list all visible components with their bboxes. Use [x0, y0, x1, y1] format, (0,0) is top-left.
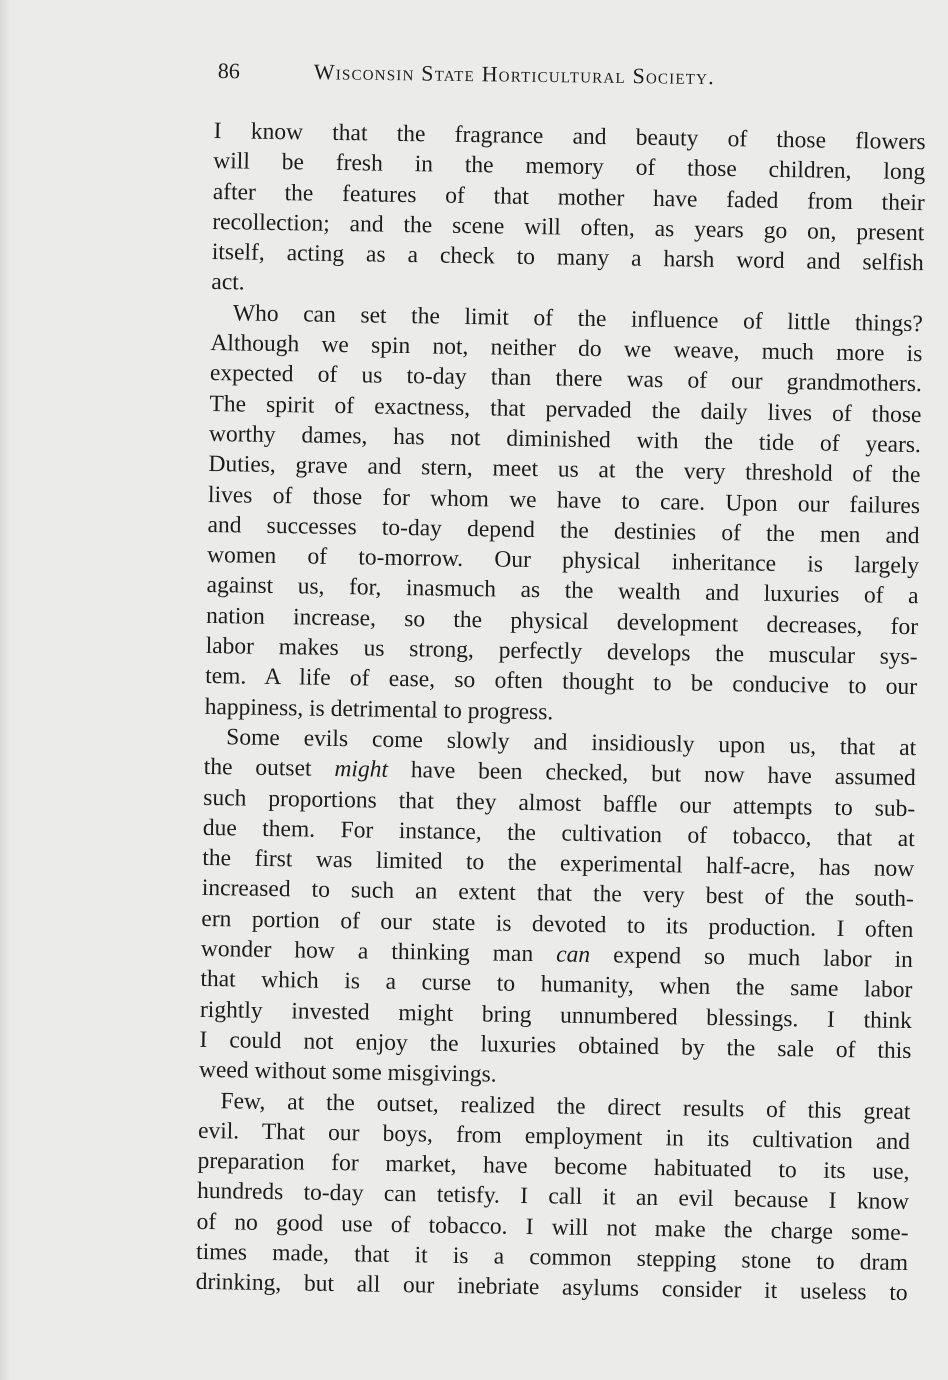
text-line: such proportions that they almost baffle our attempts to sub-	[203, 784, 916, 822]
page-edge-shadow	[0, 0, 10, 1380]
running-title: Wisconsin State Horticultural Society.	[313, 59, 716, 90]
text-line: preparation for market, have become habituated to its use,	[197, 1147, 910, 1186]
text-line: and successes to-day depend the destinies of the men and	[207, 511, 920, 549]
page-header	[218, 58, 858, 106]
text-line: hundreds to-day can tetisfy. I call it an evil because I know	[196, 1178, 910, 1216]
text-line: Few, at the outset, realized the direct results of this great	[220, 1087, 911, 1125]
page-number: 86	[217, 58, 240, 84]
text-line: the outset might have been checked, but now have assumed	[203, 754, 916, 792]
text-line: recollection; and the scene will often, as years go on, present	[212, 208, 925, 247]
text-line: of no good use of tobacco. I will not make the charge some-	[196, 1208, 909, 1246]
paragraph	[204, 298, 923, 733]
text-line: the first was limited to the experimental half-acre, has now	[202, 845, 915, 883]
text-line: rightly invested might bring unnumbered blessings. I think	[199, 996, 913, 1034]
text-line: women of to-morrow. Our physical inheritance is largely	[206, 542, 920, 580]
paragraph	[211, 116, 926, 309]
text-line: ern portion of our state is devoted to its production. I often	[201, 905, 914, 943]
text-line: nation increase, so the physical development decreases, for	[205, 602, 919, 640]
text-line: worthy dames, has not diminished with the tide of years.	[208, 420, 922, 459]
text-line: Although we spin not, neither do we weave, much more is	[210, 330, 923, 368]
text-line: due them. For instance, the cultivation of tobacco, that at	[202, 814, 915, 852]
text-line: act.	[211, 269, 245, 296]
text-line: itself, acting as a check to many a harsh word and selfish	[211, 239, 924, 277]
paragraph	[199, 722, 917, 1097]
text-line: expected of us to-day than there was of our grandmothers.	[209, 360, 923, 398]
text-line: wonder how a thinking man can expend so much labor in	[200, 935, 914, 974]
text-line: that which is a curse to humanity, when the same labor	[200, 966, 913, 1004]
text-line: Duties, grave and stern, meet us at the very threshold of the	[208, 451, 921, 489]
text-line: Who can set the limit of the influence of little things?	[232, 300, 924, 337]
text-line: against us, for, inasmuch as the wealth and luxuries of a	[206, 572, 919, 610]
text-line: drinking, but all our inebriate asylums consider it useless to	[195, 1269, 908, 1307]
text-line: lives of those for whom we have to care. Upon our failures	[207, 481, 921, 519]
text-line: weed without some misgivings.	[198, 1057, 497, 1088]
text-line: I could not enjoy the luxuries obtained by the sale of this	[199, 1026, 912, 1064]
text-line: will be fresh in the memory of those children, long	[213, 148, 926, 186]
text-line: happiness, is detrimental to progress.	[204, 693, 554, 726]
text-line: increased to such an extent that the very best of the south-	[201, 875, 914, 913]
text-line: evil. That our boys, from employment in its cultivation and	[197, 1117, 911, 1155]
text-line: I know that the fragrance and beauty of those flowers	[213, 117, 926, 156]
text-line: The spirit of exactness, that pervaded the daily lives of those	[209, 390, 922, 428]
text-line: labor makes us strong, perfectly develops the muscular sys-	[205, 632, 918, 671]
paragraph	[195, 1085, 910, 1308]
text-line: Some evils come slowly and insidiously upon us, that at	[226, 724, 917, 762]
text-line: tem. A life of ease, so often thought to be conducive to our	[204, 663, 918, 701]
body-text	[195, 116, 925, 1309]
text-line: times made, that it is a common stepping stone to dram	[195, 1238, 909, 1277]
text-line: after the features of that mother have faded from their	[212, 178, 925, 216]
